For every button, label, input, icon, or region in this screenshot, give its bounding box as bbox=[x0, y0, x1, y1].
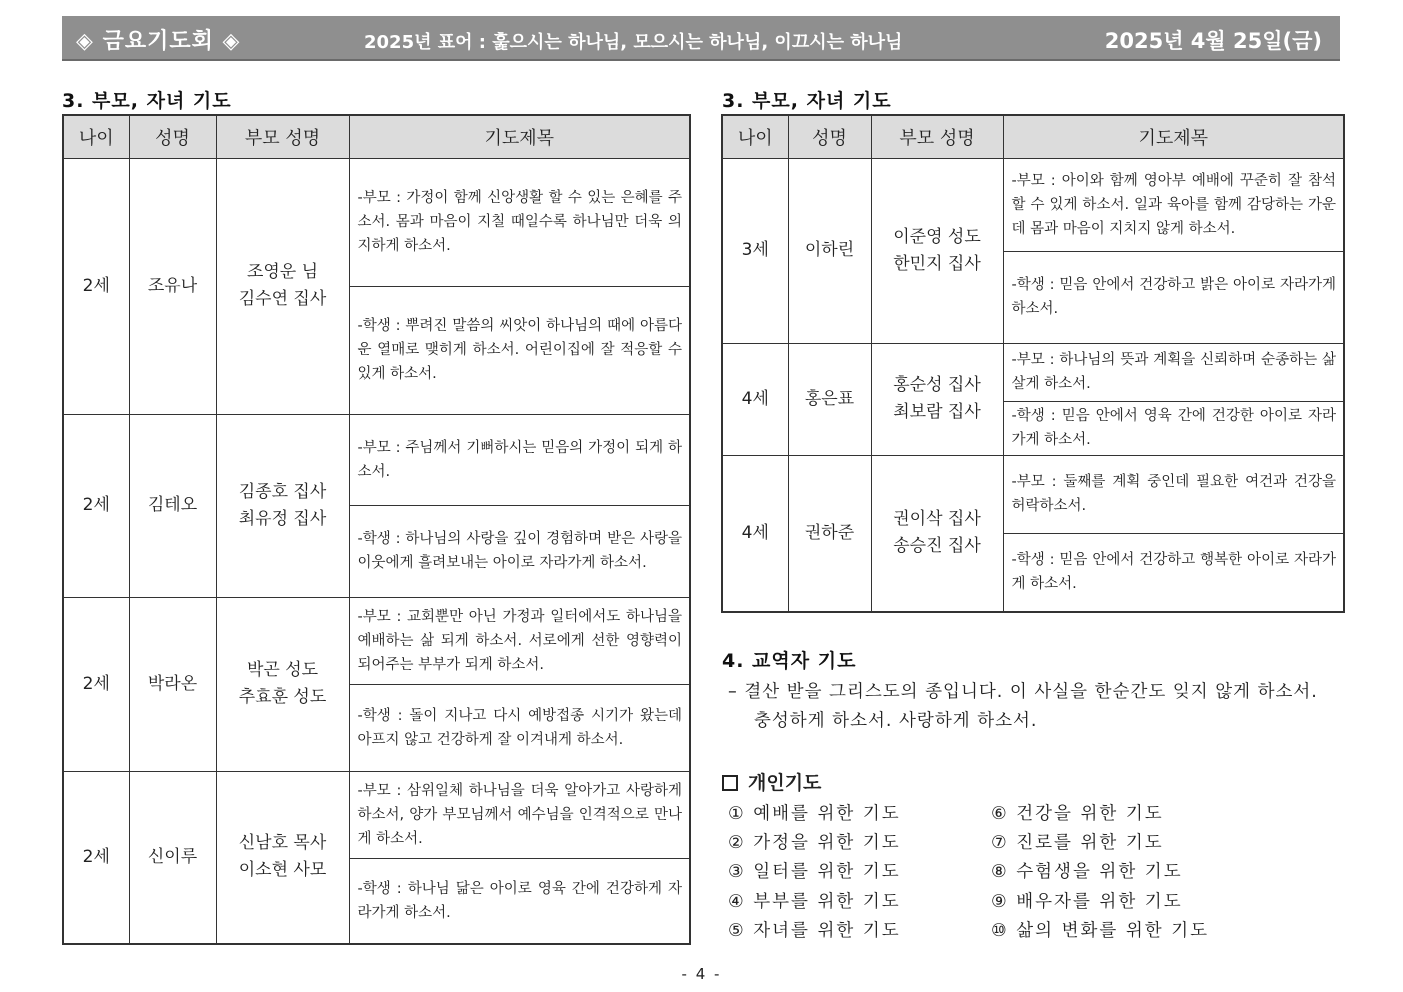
parent-name-cell bbox=[216, 771, 349, 944]
child-prayer-cell: -학생 : 믿음 안에서 영육 간에 건강한 아이로 자라가게 하소서. bbox=[1003, 401, 1344, 455]
age-cell: 3세 bbox=[722, 158, 788, 343]
child-prayer-cell: -학생 : 하나님의 사랑을 깊이 경험하며 받은 사랑을 이웃에게 흘려보내는 아이로 자라가게 하소서. bbox=[349, 505, 690, 597]
name-cell: 홍은표 bbox=[788, 343, 871, 455]
parent-name-1: 권이삭 집사 bbox=[893, 509, 981, 530]
pastor-section-title: 4. 교역자 기도 bbox=[722, 650, 857, 672]
meeting-title: ◈ 금요기도회 ◈ bbox=[76, 29, 241, 54]
age-cell: 2세 bbox=[63, 597, 129, 771]
parent-name-cell bbox=[871, 343, 1003, 455]
header-banner bbox=[62, 16, 1340, 61]
parent-name-2: 추효훈 성도 bbox=[238, 687, 327, 707]
table-header-row bbox=[63, 115, 690, 158]
parent-name-cell bbox=[216, 414, 349, 597]
personal-item: ⑥ 건강을 위한 기도 bbox=[991, 804, 1164, 824]
age-cell: 2세 bbox=[63, 771, 129, 944]
checkbox-square-icon bbox=[722, 775, 738, 791]
parent-prayer-cell: -부모 : 하나님의 뜻과 계획을 신뢰하며 순종하는 삶 살게 하소서. bbox=[1003, 343, 1344, 401]
child-prayer-cell: -학생 : 뿌려진 말씀의 씨앗이 하나님의 때에 아름다운 열매로 맺히게 하소서. 어린이집에 잘 적응할 수 있게 하소서. bbox=[349, 286, 690, 414]
personal-item: ② 가정을 위한 기도 bbox=[728, 833, 901, 853]
personal-item: ⑨ 배우자를 위한 기도 bbox=[991, 892, 1183, 912]
parent-prayer-cell: -부모 : 주님께서 기뻐하시는 믿음의 가정이 되게 하소서. bbox=[349, 414, 690, 505]
parent-name-2: 김수연 집사 bbox=[238, 289, 327, 309]
name-cell: 조유나 bbox=[129, 158, 216, 414]
age-cell: 4세 bbox=[722, 455, 788, 612]
parent-prayer-cell: -부모 : 삼위일체 하나님을 더욱 알아가고 사랑하게 하소서, 양가 부모님께서 예수님을 인격적으로 만나게 하소서. bbox=[349, 771, 690, 858]
name-cell: 박라온 bbox=[129, 597, 216, 771]
parent-name-1: 홍순성 집사 bbox=[893, 375, 981, 395]
parent-name-2: 송승진 집사 bbox=[893, 536, 981, 557]
parent-name-cell bbox=[216, 158, 349, 414]
parent-name-1: 신남호 목사 bbox=[238, 833, 327, 854]
right-prayer-table bbox=[721, 114, 1345, 613]
parent-name-2: 한민지 집사 bbox=[893, 253, 981, 274]
page-number: - 4 - bbox=[681, 965, 722, 983]
parent-prayer-cell: -부모 : 둘째를 계획 중인데 필요한 여건과 건강을 허락하소서. bbox=[1003, 455, 1344, 533]
left-section-title: 3. 부모, 자녀 기도 bbox=[62, 90, 232, 112]
name-cell: 이하린 bbox=[788, 158, 871, 343]
header-age: 나이 bbox=[63, 115, 129, 158]
parent-prayer-cell: -부모 : 가정이 함께 신앙생활 할 수 있는 은혜를 주소서. 몸과 마음이 지칠 때일수록 하나님만 더욱 의지하게 하소서. bbox=[349, 158, 690, 286]
personal-item: ① 예배를 위한 기도 bbox=[728, 804, 901, 824]
header-name: 성명 bbox=[788, 115, 871, 158]
pastor-prayer-line-1: – 결산 받을 그리스도의 종입니다. 이 사실을 한순간도 잊지 않게 하소서. bbox=[728, 682, 1318, 702]
parent-name-2: 이소현 사모 bbox=[238, 860, 327, 881]
parent-name-cell bbox=[871, 455, 1003, 612]
parent-name-1: 박곤 성도 bbox=[246, 660, 319, 680]
pastor-prayer-line-2: 충성하게 하소서. 사랑하게 하소서. bbox=[754, 711, 1038, 731]
parent-name-1: 조영운 님 bbox=[246, 262, 319, 282]
table-row bbox=[722, 455, 1344, 533]
table-header-row bbox=[722, 115, 1344, 158]
personal-item: ③ 일터를 위한 기도 bbox=[728, 862, 901, 882]
personal-item: ⑧ 수험생을 위한 기도 bbox=[991, 862, 1183, 882]
name-cell: 김테오 bbox=[129, 414, 216, 597]
header-prayer-topic: 기도제목 bbox=[1003, 115, 1344, 158]
header-name: 성명 bbox=[129, 115, 216, 158]
parent-name-1: 김종호 집사 bbox=[238, 481, 327, 502]
name-cell: 신이루 bbox=[129, 771, 216, 944]
table-row bbox=[63, 771, 690, 858]
parent-name-1: 이준영 성도 bbox=[893, 226, 981, 247]
right-section-title: 3. 부모, 자녀 기도 bbox=[722, 90, 892, 112]
parent-prayer-cell: -부모 : 아이와 함께 영아부 예배에 꾸준히 잘 참석할 수 있게 하소서. 일과 육아를 함께 감당하는 가운데 몸과 마음이 지치지 않게 하소서. bbox=[1003, 158, 1344, 251]
child-prayer-cell: -학생 : 돌이 지나고 다시 예방접종 시기가 왔는데 아프지 않고 건강하게 잘 이겨내게 하소서. bbox=[349, 684, 690, 771]
table-row bbox=[722, 343, 1344, 401]
table-row bbox=[722, 158, 1344, 251]
child-prayer-cell: -학생 : 하나님 닮은 아이로 영육 간에 건강하게 자라가게 하소서. bbox=[349, 858, 690, 944]
header-parent-name: 부모 성명 bbox=[216, 115, 349, 158]
parent-name-2: 최보람 집사 bbox=[893, 402, 981, 422]
child-prayer-cell: -학생 : 믿음 안에서 건강하고 밝은 아이로 자라가게 하소서. bbox=[1003, 251, 1344, 343]
personal-prayer-title bbox=[722, 768, 821, 795]
child-prayer-cell: -학생 : 믿음 안에서 건강하고 행복한 아이로 자라가게 하소서. bbox=[1003, 533, 1344, 612]
header-prayer-topic: 기도제목 bbox=[349, 115, 690, 158]
age-cell: 4세 bbox=[722, 343, 788, 455]
personal-item: ⑦ 진로를 위한 기도 bbox=[991, 833, 1164, 853]
age-cell: 2세 bbox=[63, 158, 129, 414]
parent-name-cell bbox=[216, 597, 349, 771]
personal-item: ⑩ 삶의 변화를 위한 기도 bbox=[991, 921, 1210, 941]
table-row bbox=[63, 414, 690, 505]
header-age: 나이 bbox=[722, 115, 788, 158]
name-cell: 권하준 bbox=[788, 455, 871, 612]
parent-prayer-cell: -부모 : 교회뿐만 아닌 가정과 일터에서도 하나님을 예배하는 삶 되게 하소서. 서로에게 선한 영향력이 되어주는 부부가 되게 하소서. bbox=[349, 597, 690, 684]
personal-item: ④ 부부를 위한 기도 bbox=[728, 892, 901, 912]
yearly-motto: 2025년 표어 : 훑으시는 하나님, 모으시는 하나님, 이끄시는 하나님 bbox=[364, 32, 903, 53]
table-row bbox=[63, 597, 690, 684]
table-row bbox=[63, 158, 690, 286]
age-cell: 2세 bbox=[63, 414, 129, 597]
parent-name-2: 최유정 집사 bbox=[238, 508, 327, 529]
personal-prayer-label: 개인기도 bbox=[748, 772, 822, 794]
header-parent-name: 부모 성명 bbox=[871, 115, 1003, 158]
personal-item: ⑤ 자녀를 위한 기도 bbox=[728, 921, 901, 941]
meeting-date: 2025년 4월 25일(금) bbox=[1104, 29, 1322, 53]
left-prayer-table bbox=[62, 114, 691, 945]
parent-name-cell bbox=[871, 158, 1003, 343]
